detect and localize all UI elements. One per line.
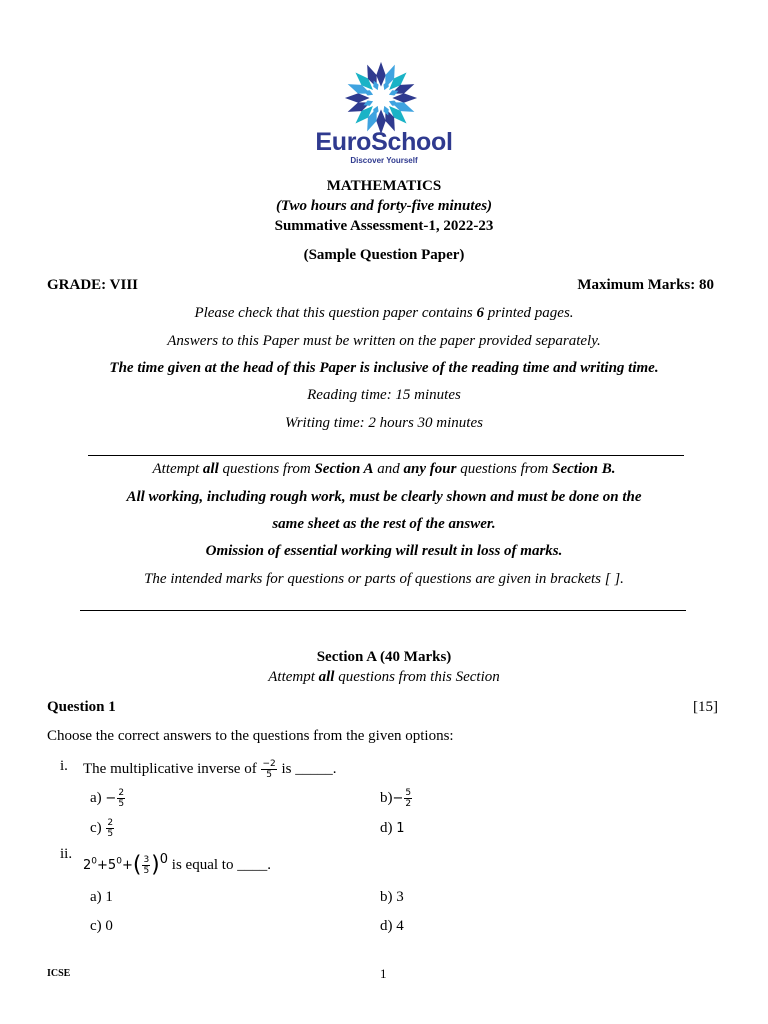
time-instruction: The time given at the head of this Paper is inclusive of the reading time and writing time. [109,360,659,376]
divider-top [88,455,684,456]
option-ii-d: d) 4 [380,918,404,934]
part-i-number: i. [60,758,68,774]
writing-time: Writing time: 2 hours 30 minutes [285,415,483,431]
subject-title: MATHEMATICS [326,178,442,194]
part-ii-question: $2^0+5^0+$( $\frac{3}{5}$ )$^0$ is equal to ____. [83,852,271,878]
part-i-question: The multiplicative inverse of $\frac{-2}{5}$ is _____. [83,759,337,781]
section-a-subtitle: Attempt all questions from this Section [268,669,500,685]
assessment-title: Summative Assessment-1, 2022-23 [274,218,494,234]
fraction: $\frac{-2}{5}$ [262,759,276,781]
omission-warning: Omission of essential working will result in loss of marks. [205,543,563,559]
max-marks: Maximum Marks: 80 [577,277,714,293]
duration: (Two hours and forty-five minutes) [275,198,493,214]
working-instruction-line2: same sheet as the rest of the answer. [272,516,496,532]
pages-instruction: Please check that this question paper contains 6 printed pages. [194,305,574,321]
option-i-a: a) − $\frac{2}{5}$ [90,788,125,810]
logo-petal [392,93,417,103]
logo-petal [376,62,386,87]
option-ii-a: a) 1 [90,889,113,905]
footer-board: ICSE [47,968,71,979]
paper-type: (Sample Question Paper) [303,247,465,263]
flower-logo-icon [343,60,419,136]
reading-time: Reading time: 15 minutes [307,387,461,403]
question-1-marks: [15] [693,699,718,715]
grade-label: GRADE: VIII [47,277,138,293]
question-1-label: Question 1 [47,699,116,715]
page-number: 1 [380,966,387,981]
working-instruction-line1: All working, including rough work, must be clearly shown and must be done on the [126,489,642,505]
option-i-b: b)− $\frac{5}{2}$ [380,788,412,810]
section-a-title: Section A (40 Marks) [316,649,452,665]
divider-bottom [80,610,686,611]
option-ii-c: c) 0 [90,918,113,934]
answers-instruction: Answers to this Paper must be written on the paper provided separately. [167,333,601,349]
option-i-d: d) 1 [380,820,405,836]
option-i-c: c) $\frac{2}{5}$ [90,818,114,840]
brackets-instruction: The intended marks for questions or parts of questions are given in brackets [ ]. [144,571,624,587]
logo-name: EuroSchool [315,128,453,156]
option-ii-b: b) 3 [380,889,404,905]
attempt-instruction: Attempt all questions from Section A and any four questions from Section B. [152,461,616,477]
logo-tagline: Discover Yourself [350,156,418,165]
part-ii-number: ii. [60,846,73,862]
logo-petal [345,93,370,103]
question-1-instruction: Choose the correct answers to the questions from the given options: [47,728,454,744]
